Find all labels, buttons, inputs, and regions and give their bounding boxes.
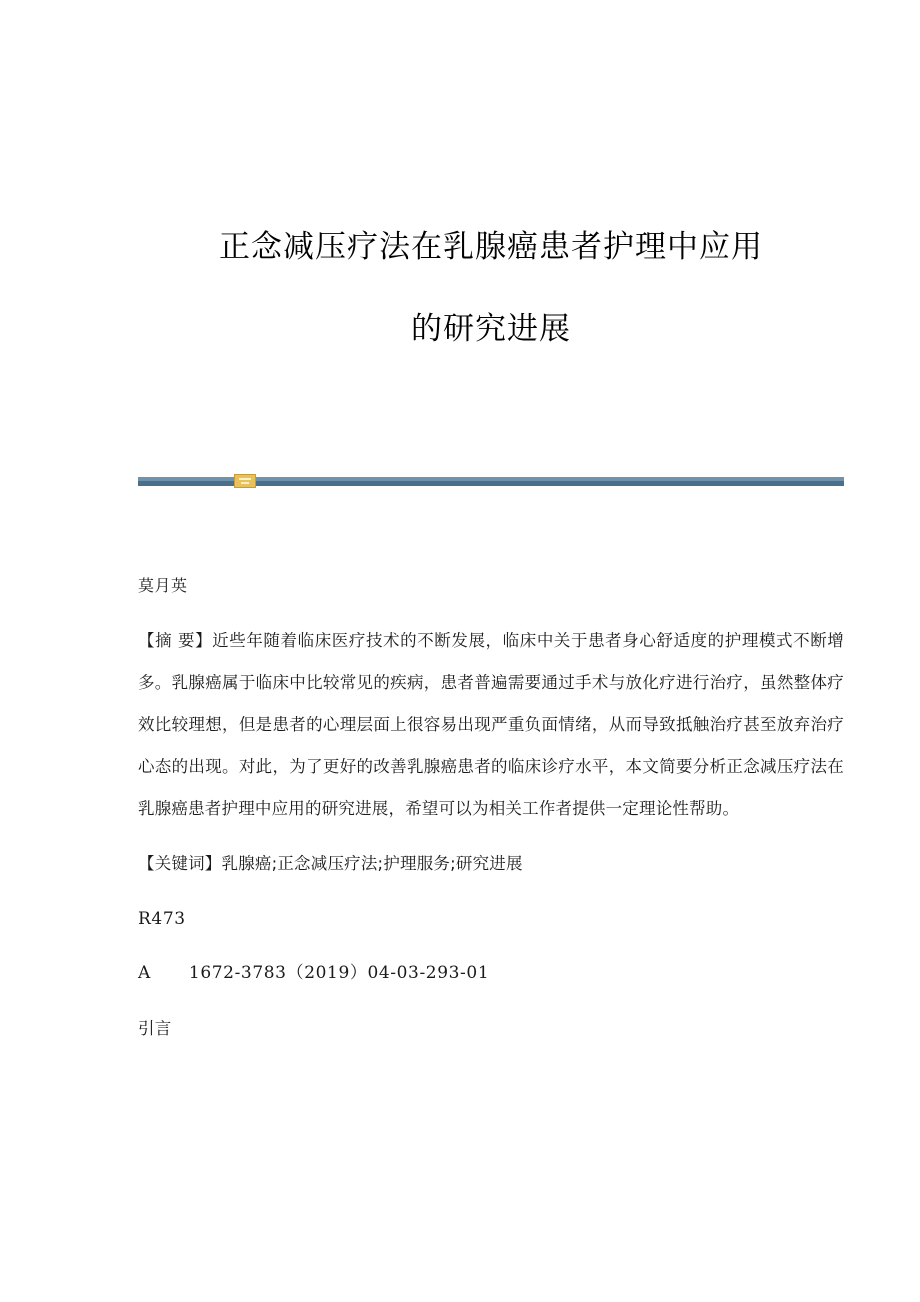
page-title [138, 206, 844, 370]
book-icon [234, 474, 256, 488]
classification-code: R473 [138, 909, 186, 929]
book-icon-line-1 [239, 478, 251, 480]
doc-type-code: A [138, 963, 151, 983]
book-icon-line-2 [241, 482, 249, 484]
decorative-divider [138, 474, 844, 488]
article-id: 1672-3783（2019）04-03-293-01 [188, 963, 490, 983]
author-name: 莫月英 [138, 576, 188, 595]
title-line-1: 正念减压疗法在乳腺癌患者护理中应用 [219, 229, 763, 265]
section-heading-intro: 引言 [138, 1019, 172, 1038]
page-content [138, 0, 844, 1302]
article-id-line [138, 956, 844, 990]
abstract-paragraph: 【摘 要】近些年随着临床医疗技术的不断发展，临床中关于患者身心舒适度的护理模式不断增多。乳腺癌属于临床中比较常见的疾病，患者普遍需要通过手术与放化疗进行治疗，虽然整体疗效比较理想，但是患者的心理层面上很容易出现严重负面情绪，从而导致抵触治疗甚至放弃治疗心态的出现。对此，为了更好的改善乳腺癌患者的临床诊疗水平，本文简要分析正念减压疗法在乳腺癌患者护理中应用的研究进展，希望可以为相关工作者提供一定理论性帮助。 [138, 631, 844, 818]
keywords-line: 【关键词】乳腺癌;正念减压疗法;护理服务;研究进展 [138, 854, 523, 873]
title-line-2: 的研究进展 [411, 311, 571, 347]
